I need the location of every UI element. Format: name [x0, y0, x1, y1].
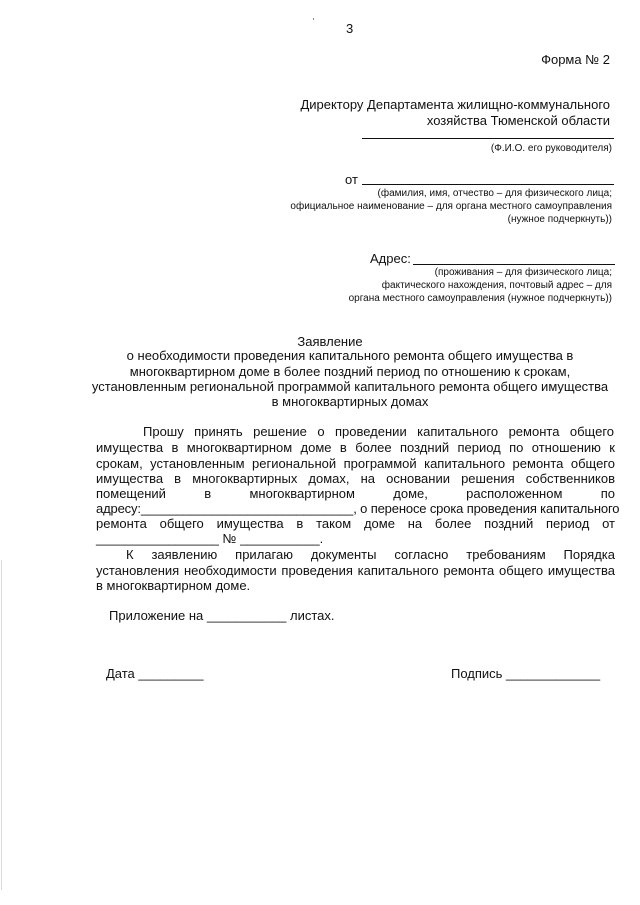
body-p1-line-4: имущества в многоквартирных домах, на основании решения собственников [96, 471, 615, 486]
body-p2-line-1: К заявлению прилагаю документы согласно требованиям Порядка [126, 547, 615, 562]
title-line-3: многоквартирном доме в более поздний период по отношению к срокам, [129, 364, 571, 379]
body-p2-line-3: в многоквартирном доме. [96, 578, 251, 593]
body-p1-line-2: имущества в многоквартирном доме в более поздний период по отношению к [96, 440, 615, 455]
from-label: от [345, 172, 358, 187]
title-line-5: в многоквартирных домах [271, 394, 429, 409]
address-caption-3: органа местного самоуправления (нужное подчеркнуть)) [348, 293, 612, 304]
body-p2-line-2: установления необходимости проведения капитального ремонта общего имущества [96, 563, 615, 578]
scan-edge-line [1, 560, 2, 890]
page-number: 3 [346, 21, 354, 36]
body-p1-line-6: адресу:______________________________, о переносе срока проведения капитального [96, 501, 620, 516]
addressee-line-1: Директору Департамента жилищно-коммунального [300, 97, 610, 112]
from-caption-2: официальное наименование – для органа местного самоуправления [290, 201, 612, 212]
form-number: Форма № 2 [541, 52, 610, 67]
address-label: Адрес: [370, 251, 411, 266]
address-blank [413, 264, 615, 265]
address-caption-2: фактического нахождения, почтовый адрес – для [381, 280, 612, 291]
date-field: Дата _________ [106, 666, 204, 681]
addressee-line-2: хозяйства Тюменской области [426, 113, 610, 128]
title-line-4: установленным региональной программой капитального ремонта общего имущества [91, 379, 609, 394]
from-blank [362, 184, 614, 185]
body-p1-line-1: Прошу принять решение о проведении капитального ремонта общего [143, 424, 614, 439]
from-caption-3: (нужное подчеркнуть)) [507, 214, 612, 225]
head-name-caption: (Ф.И.О. его руководителя) [490, 143, 612, 154]
title-line-1: Заявление [297, 334, 363, 349]
body-p1-line-5: помещений в многоквартирном доме, расположенном по [96, 486, 615, 501]
title-line-2: о необходимости проведения капитального ремонта общего имущества в [126, 348, 574, 363]
signature-field: Подпись _____________ [451, 666, 601, 681]
from-caption-1: (фамилия, имя, отчество – для физического лица; [377, 188, 612, 199]
appendix-line: Приложение на ___________ листах. [109, 608, 335, 623]
scan-speck [313, 18, 314, 20]
body-p1-line-3: срокам, установленным региональной программой капитального ремонта общего [96, 456, 615, 471]
body-p1-line-8: _________________ № ___________. [96, 531, 324, 546]
address-caption-1: (проживания – для физического лица; [434, 267, 612, 278]
body-p1-line-7: ремонта общего имущества в таком доме на более поздний период от [96, 516, 615, 531]
head-name-blank [362, 138, 614, 139]
